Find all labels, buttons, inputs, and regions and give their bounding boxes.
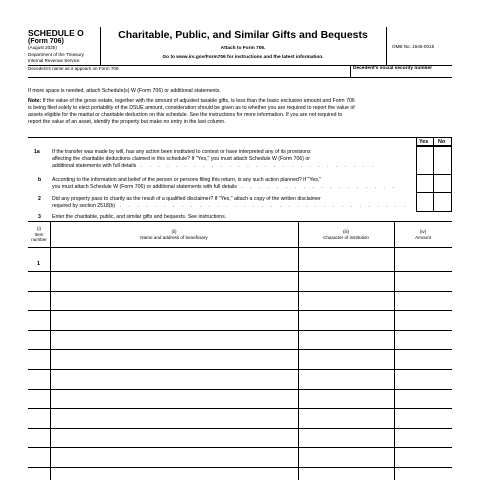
department-line2: Internal Revenue Service <box>28 58 80 63</box>
table-col-divider-3 <box>394 221 395 480</box>
line-2-no-box[interactable] <box>433 192 452 212</box>
line-2-text-1: Did any property pass to charity as the result of a qualified disclaimer? If "Yes," attach a copy of the written disclaimer <box>52 196 321 202</box>
revision-date: (August 2025) <box>28 45 57 50</box>
note-line-2: is being filed solely to elect portability of the DSUE amount, consideration should be given as to whether you are required to report the value of <box>28 105 355 111</box>
line-1b-no-box[interactable] <box>433 174 452 193</box>
line-3-text: Enter the charitable, public, and similar gifts and bequests. See instructions. <box>52 214 227 220</box>
attach-note: Attach to Form 706. <box>220 46 266 51</box>
questions-top-rule <box>28 137 452 138</box>
line-1b-text-1: According to the information and belief of the person or persons filing this return, is any such action planned? If "Yes," <box>52 177 322 183</box>
form-title: Charitable, Public, and Similar Gifts and Bequests <box>118 29 368 41</box>
line-2-leader-dots: . . . . . . . . . . . . . . . . . . . . . . . . . . . . . . . . . <box>115 203 409 209</box>
form-number: (Form 706) <box>28 38 64 45</box>
table-row-rule <box>28 330 452 331</box>
first-item-number: 1 <box>37 261 40 267</box>
col-beneficiary-label: Name and address of beneficiary <box>140 234 208 240</box>
header-divider-right <box>386 27 387 65</box>
line-1a-no-box[interactable] <box>433 146 452 175</box>
name-ssn-divider <box>350 65 351 77</box>
col-item-number-header <box>28 226 50 243</box>
line-1b-leader-dots: . . . . . . . . . . . . . . . . . . <box>236 184 397 190</box>
col-institution-num: (iii) <box>342 229 350 234</box>
yes-label: Yes <box>419 139 429 145</box>
line-2-text-2: required by section 2518(b) <box>52 203 116 209</box>
note-block <box>28 98 452 126</box>
col-item-number-num: (i) <box>36 226 42 231</box>
instructions-link[interactable]: Go to www.irs.gov/Form706 for instructions and the latest information. <box>162 55 324 60</box>
note-line-3: assets eligible for the marital or charitable deduction on this schedule. See the instructions for more information. If you are not required to <box>28 112 343 118</box>
line-1a-text-2: affecting the charitable deductions claimed in this schedule? If "Yes," you must attach Schedule W (Form 706) or <box>52 156 311 162</box>
note-line-1: If the value of the gross estate, together with the amount of adjusted taxable gifts, is less than the basic exclusion amount and Form 706 <box>42 98 355 104</box>
note-line-4: report the value of an asset, identify the property but make no entry in the last column. <box>28 119 226 125</box>
table-col-divider-1 <box>50 221 51 480</box>
omb-number: OMB No. 1545-0015 <box>392 44 435 49</box>
name-row-bottom-rule <box>28 77 452 78</box>
no-label: No <box>438 139 446 145</box>
table-row-rule <box>28 389 452 390</box>
line-2-yes-box[interactable] <box>416 192 434 212</box>
line-2-text <box>52 196 412 210</box>
table-row-rule <box>28 291 452 292</box>
table-top-rule <box>28 221 452 222</box>
line-1a-leader-dots: . . . . . . . . . . . . . . . . . . . . . . . . . . . <box>136 163 377 169</box>
line-1b-number: b <box>38 177 42 183</box>
more-space-note: If more space is needed, attach Schedule(s) W (Form 706) or additional statements. <box>28 88 221 94</box>
table-row-rule <box>28 369 452 370</box>
line-1a-number: 1a <box>34 149 40 155</box>
yes-column-header <box>416 137 434 146</box>
department-line1: Department of the Treasury <box>28 52 84 57</box>
col-item-number-label-2: number <box>31 237 47 242</box>
table-row-rule <box>28 349 452 350</box>
table-row-rule <box>28 467 452 468</box>
schedule-title: SCHEDULE O <box>28 28 84 38</box>
line-1b-yes-box[interactable] <box>416 174 434 193</box>
col-amount-num: (iv) <box>419 229 427 234</box>
table-row-rule <box>28 271 452 272</box>
line-2-number: 2 <box>38 196 41 202</box>
col-institution-header <box>298 229 394 240</box>
line-1b-text <box>52 177 412 191</box>
decedent-name-label: Decedent's name as it appears on Form 706 <box>28 66 119 71</box>
table-row-rule <box>28 428 452 429</box>
line-1a-text-3: additional statements with full details <box>52 163 137 169</box>
line-1a-text <box>52 149 412 170</box>
line-1b-text-2: you must attach Schedule W (Form 706) or additional statements with full details <box>52 184 237 190</box>
col-beneficiary-num: (ii) <box>171 229 177 234</box>
line-3-number: 3 <box>38 214 41 220</box>
table-row-rule <box>28 408 452 409</box>
col-institution-label: Character of institution <box>323 234 369 240</box>
ssn-label: Decedent's social security number <box>353 66 432 71</box>
col-beneficiary-header <box>50 229 298 240</box>
table-col-divider-2 <box>298 221 299 480</box>
col-amount-header <box>394 229 452 240</box>
table-row-rule <box>28 310 452 311</box>
table-header-bottom-rule <box>28 247 452 248</box>
no-column-header <box>433 137 452 146</box>
col-item-number-label-1: Item <box>34 231 44 237</box>
line-1a-yes-box[interactable] <box>416 146 434 175</box>
note-label: Note: <box>28 98 42 104</box>
line-1a-text-1: If the transfer was made by will, has any action been instituted to contest or have interpreted any of its provisions <box>52 149 311 155</box>
table-row-rule <box>28 447 452 448</box>
col-amount-label: Amount <box>415 234 431 240</box>
